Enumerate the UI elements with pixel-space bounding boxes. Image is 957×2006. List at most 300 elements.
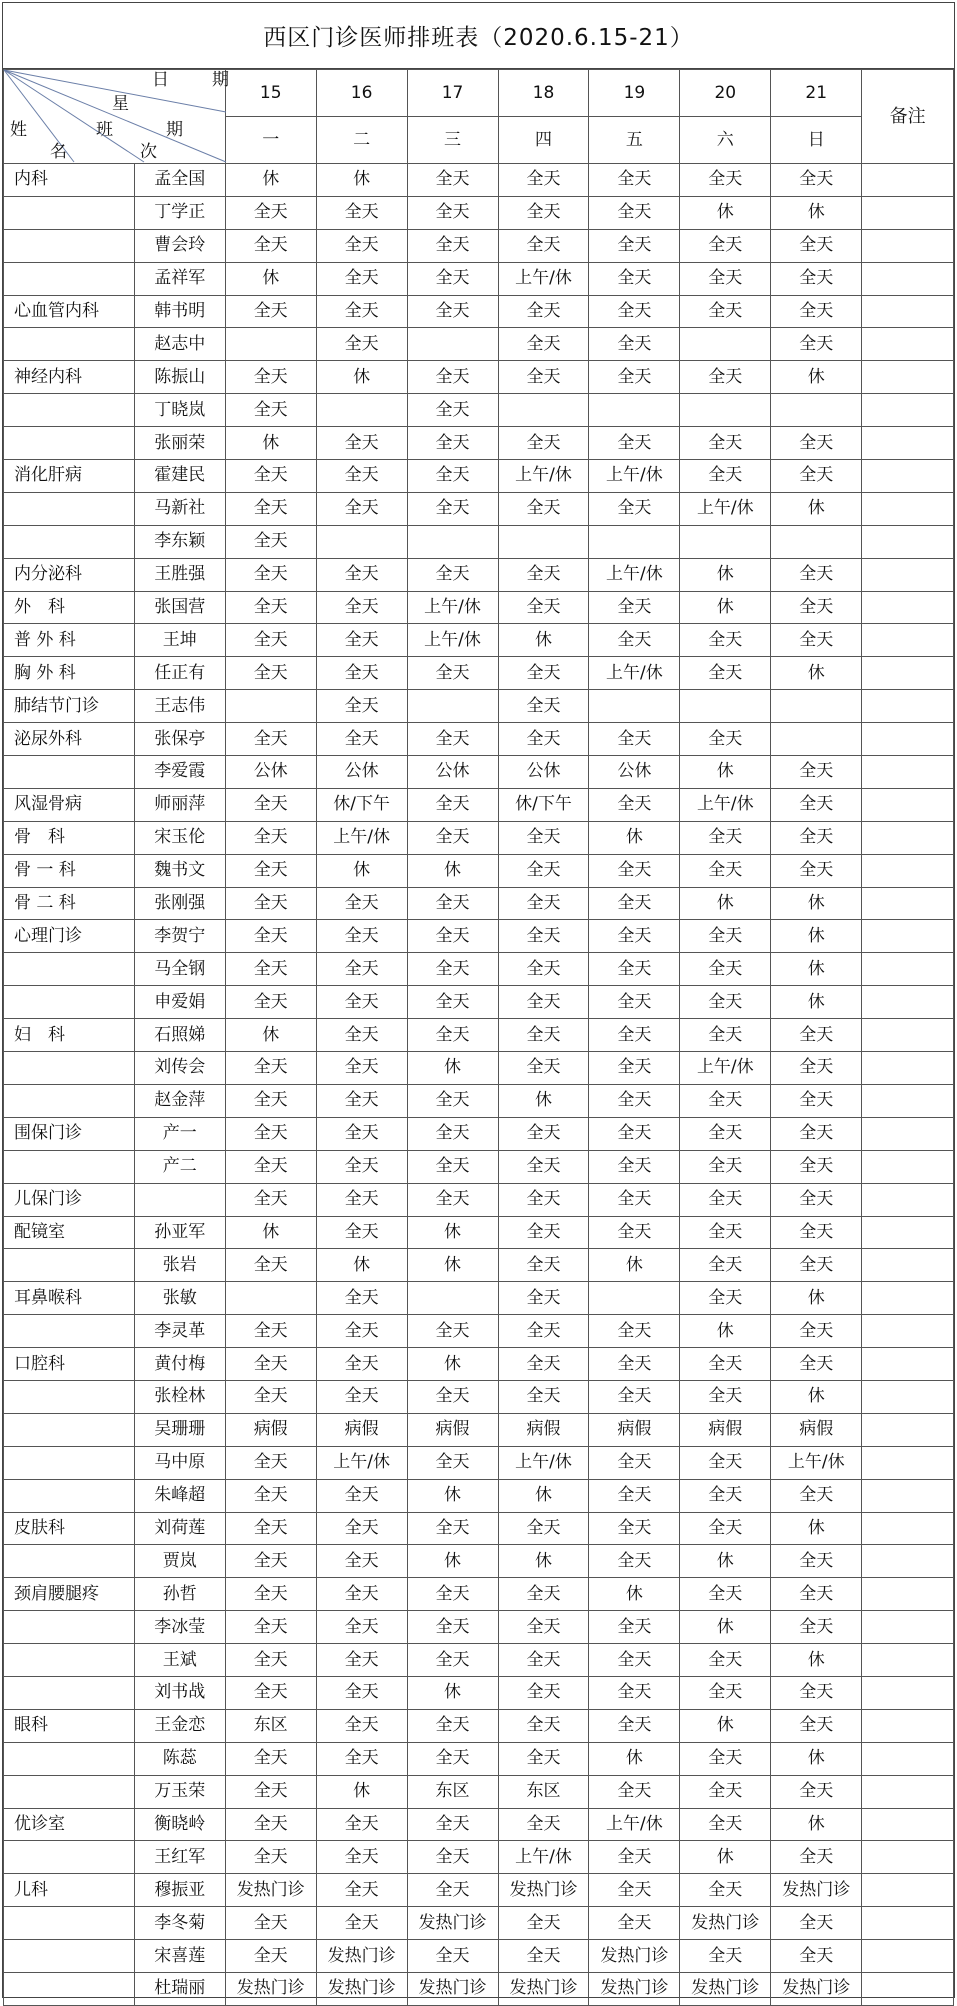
doctor-name-cell: 孟全国 [134,164,225,197]
shift-cell [225,328,316,361]
doctor-name-cell: 杜瑞丽 [134,1972,225,2005]
department-cell [4,1545,135,1578]
doctor-name-cell: 王金恋 [134,1709,225,1742]
department-cell [4,1150,135,1183]
doctor-name-cell: 孙哲 [134,1578,225,1611]
shift-cell [225,690,316,723]
shift-cell: 全天 [498,591,589,624]
shift-cell: 休 [589,1249,680,1282]
shift-cell: 休 [680,1841,771,1874]
shift-cell: 全天 [589,262,680,295]
shift-cell: 全天 [498,1052,589,1085]
schedule-row [4,525,954,558]
schedule-row [4,1841,954,1874]
shift-cell: 休 [680,1315,771,1348]
remarks-cell [862,558,954,591]
shift-cell: 全天 [589,788,680,821]
shift-cell: 全天 [225,394,316,427]
shift-cell: 全天 [316,1216,407,1249]
doctor-name-cell: 丁学正 [134,196,225,229]
schedule-row [4,1874,954,1907]
remarks-cell [862,1940,954,1973]
shift-cell: 全天 [316,953,407,986]
shift-cell: 全天 [316,1841,407,1874]
schedule-row [4,624,954,657]
doctor-name-cell: 宋喜莲 [134,1940,225,1973]
shift-cell: 全天 [316,986,407,1019]
shift-cell [589,525,680,558]
shift-cell: 全天 [498,492,589,525]
shift-cell: 全天 [225,1808,316,1841]
shift-cell: 发热门诊 [589,1972,680,2005]
remarks-cell [862,229,954,262]
shift-cell: 全天 [589,1117,680,1150]
shift-cell: 全天 [680,821,771,854]
schedule-row [4,1907,954,1940]
doctor-name-cell: 王坤 [134,624,225,657]
shift-cell: 病假 [225,1413,316,1446]
shift-cell: 全天 [225,1249,316,1282]
department-cell: 胸 外 科 [4,657,135,690]
department-cell: 风湿骨病 [4,788,135,821]
corner-ci: 次 [140,142,157,162]
schedule-row [4,854,954,887]
shift-cell: 全天 [589,1150,680,1183]
shift-cell: 休 [771,953,862,986]
department-cell [4,1315,135,1348]
shift-cell: 全天 [771,1249,862,1282]
shift-cell [680,394,771,427]
shift-cell: 东区 [225,1709,316,1742]
shift-cell: 休 [680,196,771,229]
shift-cell: 全天 [316,1380,407,1413]
remarks-cell [862,1216,954,1249]
department-cell [4,1084,135,1117]
shift-cell: 休 [316,1775,407,1808]
schedule-row [4,558,954,591]
shift-cell: 全天 [225,1117,316,1150]
shift-cell: 休 [680,591,771,624]
department-cell: 口腔科 [4,1348,135,1381]
department-cell: 神经内科 [4,361,135,394]
doctor-name-cell: 孙亚军 [134,1216,225,1249]
department-cell [4,1380,135,1413]
shift-cell: 全天 [771,591,862,624]
doctor-name-cell: 王红军 [134,1841,225,1874]
shift-cell: 全天 [498,1315,589,1348]
remarks-cell [862,1183,954,1216]
remarks-cell [862,887,954,920]
shift-cell: 休 [771,1808,862,1841]
shift-cell: 全天 [771,262,862,295]
shift-cell: 全天 [225,1315,316,1348]
shift-cell: 全天 [680,1512,771,1545]
department-cell: 内分泌科 [4,558,135,591]
shift-cell: 全天 [316,427,407,460]
shift-cell: 全天 [498,1742,589,1775]
remarks-cell [862,1052,954,1085]
shift-cell: 休 [498,1545,589,1578]
shift-cell: 全天 [680,920,771,953]
shift-cell: 全天 [589,1545,680,1578]
remarks-cell [862,1249,954,1282]
shift-cell: 全天 [225,657,316,690]
shift-cell: 公休 [498,756,589,789]
shift-cell: 全天 [771,624,862,657]
doctor-name-cell [134,1183,225,1216]
shift-cell: 全天 [589,1841,680,1874]
doctor-name-cell: 刘书战 [134,1676,225,1709]
shift-cell: 全天 [316,1545,407,1578]
shift-cell: 全天 [225,1676,316,1709]
doctor-name-cell: 张敏 [134,1282,225,1315]
schedule-row [4,1052,954,1085]
remarks-cell [862,1446,954,1479]
schedule-row [4,196,954,229]
schedule-row [4,164,954,197]
shift-cell: 全天 [680,1183,771,1216]
shift-cell [771,394,862,427]
shift-cell: 全天 [498,1348,589,1381]
shift-cell: 发热门诊 [316,1940,407,1973]
shift-cell: 全天 [225,1512,316,1545]
shift-cell: 全天 [225,558,316,591]
shift-cell: 全天 [316,492,407,525]
shift-cell: 全天 [407,1183,498,1216]
shift-cell: 全天 [680,1084,771,1117]
shift-cell: 全天 [316,328,407,361]
shift-cell: 发热门诊 [225,1874,316,1907]
shift-cell: 全天 [589,1775,680,1808]
shift-cell: 全天 [225,1348,316,1381]
shift-cell: 全天 [771,558,862,591]
shift-cell: 全天 [316,196,407,229]
shift-cell [680,328,771,361]
schedule-row [4,657,954,690]
remarks-cell [862,624,954,657]
schedule-row [4,1742,954,1775]
schedule-row [4,1578,954,1611]
shift-cell: 全天 [498,1249,589,1282]
shift-cell: 上午/休 [498,460,589,493]
shift-cell: 全天 [680,460,771,493]
department-cell [4,1940,135,1973]
shift-cell: 全天 [771,229,862,262]
shift-cell: 全天 [316,1907,407,1940]
shift-cell: 全天 [771,756,862,789]
shift-cell: 全天 [589,1644,680,1677]
corner-xing: 星 [112,94,129,114]
remarks-cell [862,196,954,229]
shift-cell: 病假 [680,1413,771,1446]
shift-cell: 休 [316,164,407,197]
shift-cell: 休 [771,1742,862,1775]
shift-cell: 全天 [771,1611,862,1644]
department-cell [4,196,135,229]
shift-cell: 全天 [407,788,498,821]
shift-cell: 发热门诊 [407,1972,498,2005]
doctor-name-cell: 李冬菊 [134,1907,225,1940]
shift-cell: 全天 [407,361,498,394]
corner-xing-name: 姓 [10,120,27,140]
corner-qi1: 期 [212,70,229,90]
shift-cell: 休 [225,1019,316,1052]
remarks-cell [862,690,954,723]
shift-cell: 全天 [680,1282,771,1315]
shift-cell: 全天 [225,1479,316,1512]
department-cell [4,756,135,789]
shift-cell: 公休 [316,756,407,789]
shift-cell: 全天 [589,1709,680,1742]
shift-cell: 上午/休 [498,1446,589,1479]
shift-cell: 上午/休 [407,591,498,624]
doctor-name-cell: 张岩 [134,1249,225,1282]
shift-cell: 全天 [498,821,589,854]
shift-cell: 全天 [589,1611,680,1644]
schedule-row [4,295,954,328]
shift-cell: 全天 [225,1380,316,1413]
shift-cell: 全天 [771,1940,862,1973]
shift-cell: 休 [407,1052,498,1085]
shift-cell: 全天 [771,788,862,821]
department-cell [4,1742,135,1775]
shift-cell [589,1282,680,1315]
department-cell [4,328,135,361]
shift-cell: 全天 [589,723,680,756]
doctor-name-cell: 李贺宁 [134,920,225,953]
shift-cell: 休 [680,1611,771,1644]
doctor-name-cell: 魏书文 [134,854,225,887]
corner-ban: 班 [96,120,113,140]
remarks-cell [862,1874,954,1907]
shift-cell: 全天 [589,920,680,953]
shift-cell: 全天 [680,854,771,887]
shift-cell: 全天 [680,1249,771,1282]
shift-cell: 发热门诊 [680,1972,771,2005]
doctor-name-cell: 申爱娟 [134,986,225,1019]
shift-cell: 全天 [225,788,316,821]
doctor-name-cell: 石照娣 [134,1019,225,1052]
shift-cell: 全天 [316,1808,407,1841]
remarks-cell [862,854,954,887]
shift-cell [407,690,498,723]
shift-cell: 休 [771,1644,862,1677]
schedule-row [4,1380,954,1413]
shift-cell: 全天 [316,1150,407,1183]
shift-cell: 全天 [498,1019,589,1052]
shift-cell: 全天 [407,492,498,525]
shift-cell: 休 [680,756,771,789]
shift-cell: 发热门诊 [225,1972,316,2005]
shift-cell: 病假 [407,1413,498,1446]
remarks-cell [862,1019,954,1052]
shift-cell: 全天 [771,460,862,493]
shift-cell: 全天 [771,1183,862,1216]
shift-cell: 发热门诊 [589,1940,680,1973]
shift-cell: 全天 [407,229,498,262]
shift-cell: 休 [316,854,407,887]
shift-cell: 发热门诊 [680,1907,771,1940]
shift-cell: 全天 [316,591,407,624]
shift-cell: 全天 [407,196,498,229]
department-cell [4,492,135,525]
shift-cell: 全天 [498,657,589,690]
doctor-name-cell: 李爱霞 [134,756,225,789]
shift-cell: 全天 [771,1084,862,1117]
shift-cell: 全天 [498,1808,589,1841]
department-cell: 肺结节门诊 [4,690,135,723]
shift-cell [771,723,862,756]
shift-cell: 全天 [225,953,316,986]
shift-cell: 休 [225,427,316,460]
department-cell: 心理门诊 [4,920,135,953]
doctor-name-cell: 吴珊珊 [134,1413,225,1446]
remarks-cell [862,1348,954,1381]
shift-cell: 全天 [680,1446,771,1479]
shift-cell: 全天 [498,229,589,262]
shift-cell: 全天 [498,1117,589,1150]
department-cell: 骨 科 [4,821,135,854]
remarks-cell [862,1775,954,1808]
doctor-name-cell: 王胜强 [134,558,225,591]
shift-cell: 全天 [498,164,589,197]
shift-cell: 全天 [680,1380,771,1413]
weekday-cell: 三 [407,117,498,164]
shift-cell [771,690,862,723]
shift-cell: 全天 [407,558,498,591]
schedule-row [4,460,954,493]
remarks-cell [862,328,954,361]
shift-cell: 全天 [498,1907,589,1940]
shift-cell [498,394,589,427]
shift-cell: 全天 [407,723,498,756]
shift-cell: 休 [407,1216,498,1249]
corner-ming: 名 [50,142,67,162]
schedule-row [4,229,954,262]
remarks-cell [862,591,954,624]
shift-cell: 全天 [498,196,589,229]
shift-cell: 全天 [407,1841,498,1874]
shift-cell: 全天 [771,1775,862,1808]
doctor-name-cell: 张丽荣 [134,427,225,460]
shift-cell: 上午/休 [316,821,407,854]
remarks-cell [862,1479,954,1512]
doctor-name-cell: 产二 [134,1150,225,1183]
remarks-cell [862,525,954,558]
shift-cell: 休 [407,1676,498,1709]
shift-cell: 全天 [771,1545,862,1578]
shift-cell: 休 [680,1709,771,1742]
shift-cell: 全天 [407,1578,498,1611]
shift-cell: 全天 [680,1808,771,1841]
shift-cell: 全天 [407,887,498,920]
shift-cell: 全天 [680,1775,771,1808]
shift-cell: 全天 [680,427,771,460]
shift-cell: 全天 [407,1940,498,1973]
shift-cell: 全天 [498,854,589,887]
shift-cell: 病假 [771,1413,862,1446]
shift-cell: 全天 [589,196,680,229]
shift-cell: 休 [680,558,771,591]
shift-cell: 休 [498,1479,589,1512]
shift-cell: 上午/休 [498,1841,589,1874]
shift-cell: 全天 [316,1315,407,1348]
shift-cell: 休 [771,887,862,920]
shift-cell: 全天 [225,1907,316,1940]
shift-cell: 休 [225,1216,316,1249]
shift-cell: 全天 [771,1150,862,1183]
shift-cell: 全天 [680,1019,771,1052]
department-cell [4,953,135,986]
shift-cell: 全天 [589,1052,680,1085]
shift-cell: 全天 [680,1479,771,1512]
shift-cell: 全天 [589,1874,680,1907]
department-cell [4,986,135,1019]
shift-cell: 全天 [680,1874,771,1907]
shift-cell: 全天 [316,1117,407,1150]
doctor-name-cell: 宋玉伦 [134,821,225,854]
remarks-header: 备注 [862,70,954,164]
shift-cell: 全天 [589,328,680,361]
schedule-row [4,1709,954,1742]
shift-cell [316,525,407,558]
shift-cell: 休 [771,1282,862,1315]
date-cell: 20 [680,70,771,117]
schedule-sheet [2,2,955,1998]
schedule-row [4,1644,954,1677]
remarks-cell [862,1644,954,1677]
shift-cell: 全天 [589,1183,680,1216]
shift-cell: 上午/休 [589,460,680,493]
remarks-cell [862,1841,954,1874]
schedule-row [4,1972,954,2005]
shift-cell: 全天 [407,920,498,953]
schedule-row [4,1150,954,1183]
doctor-name-cell: 产一 [134,1117,225,1150]
schedule-row [4,1676,954,1709]
shift-cell: 东区 [407,1775,498,1808]
schedule-row [4,1611,954,1644]
shift-cell: 全天 [407,657,498,690]
shift-cell: 全天 [407,1084,498,1117]
department-cell: 围保门诊 [4,1117,135,1150]
shift-cell: 全天 [498,690,589,723]
shift-cell: 全天 [316,558,407,591]
department-cell [4,1644,135,1677]
remarks-cell [862,262,954,295]
schedule-row [4,262,954,295]
shift-cell: 全天 [680,1348,771,1381]
shift-cell: 全天 [680,1742,771,1775]
shift-cell: 全天 [316,1084,407,1117]
shift-cell: 全天 [589,1315,680,1348]
shift-cell: 休 [771,361,862,394]
shift-cell: 全天 [498,920,589,953]
shift-cell: 全天 [589,1084,680,1117]
shift-cell: 全天 [407,1315,498,1348]
shift-cell: 全天 [316,690,407,723]
department-cell [4,1413,135,1446]
schedule-row [4,427,954,460]
shift-cell: 全天 [589,1676,680,1709]
doctor-name-cell: 张栓林 [134,1380,225,1413]
shift-cell: 全天 [316,1742,407,1775]
schedule-row [4,756,954,789]
shift-cell: 全天 [316,229,407,262]
shift-cell: 全天 [316,1874,407,1907]
shift-cell: 全天 [225,1644,316,1677]
shift-cell: 全天 [407,1611,498,1644]
